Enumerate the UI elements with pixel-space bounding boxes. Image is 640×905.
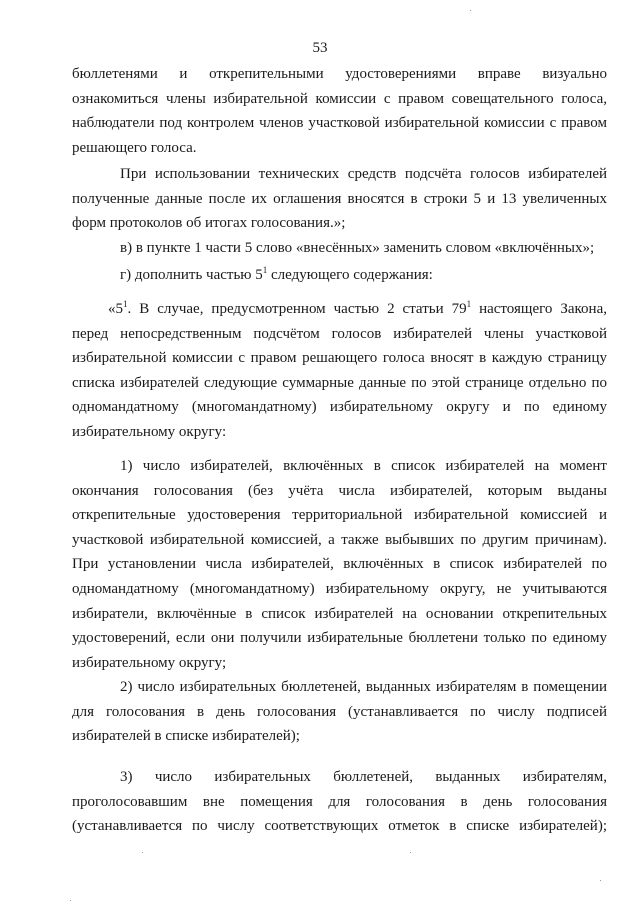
page-number: 53 bbox=[312, 40, 328, 56]
superscript: 1 bbox=[466, 299, 472, 309]
text-line: участковой избирательной комиссией, а также выбывших по другим причинам). bbox=[72, 531, 607, 548]
paragraph bbox=[72, 675, 607, 749]
paragraph bbox=[72, 765, 607, 839]
paragraph bbox=[72, 297, 607, 445]
text-line bbox=[72, 297, 607, 322]
text-fragment: «5 bbox=[108, 301, 123, 317]
text-line: избирательной комиссии с правом решающего голоса вносят в каждую страницу bbox=[72, 350, 607, 367]
paragraph bbox=[72, 454, 607, 675]
text-line: решающего голоса. bbox=[72, 139, 197, 156]
text-line: 1) число избирателей, включённых в список избирателей на момент bbox=[120, 458, 607, 474]
text-line: одномандатному (многомандатному) избирательному округу, не учитываются bbox=[72, 580, 607, 597]
scan-speck bbox=[142, 852, 143, 853]
text-line: 3) число избирательных бюллетеней, выданных избирателям, bbox=[120, 769, 607, 785]
scan-speck bbox=[600, 880, 601, 881]
text-line bbox=[72, 263, 607, 288]
text-line: наблюдатели под контролем членов участковой избирательной комиссии с правом bbox=[72, 115, 607, 132]
text-line: ознакомиться члены избирательной комиссии с правом совещательного голоса, bbox=[72, 90, 607, 107]
text-line: полученные данные после их оглашения вносятся в строки 5 и 13 увеличенных bbox=[72, 190, 607, 207]
text-fragment: настоящего Закона, bbox=[471, 301, 607, 317]
text-line: бюллетенями и открепительными удостоверениями вправе визуально bbox=[72, 66, 607, 82]
text-line: 2) число избирательных бюллетеней, выданных избирателям в помещении bbox=[120, 679, 607, 695]
scan-speck bbox=[470, 10, 471, 11]
text-line: избирательному округу; bbox=[72, 654, 227, 671]
text-line: проголосовавшим вне помещения для голосования в день голосования bbox=[72, 793, 607, 810]
paragraph bbox=[72, 236, 607, 261]
text-line: При установлении числа избирателей, включённых в список избирателей по bbox=[72, 556, 607, 573]
scan-speck bbox=[70, 900, 71, 901]
text-line: избирательному округу: bbox=[72, 423, 227, 440]
scan-speck bbox=[410, 852, 411, 853]
superscript: 1 bbox=[123, 299, 128, 309]
text-fragment: г) дополнить частью 5 bbox=[120, 267, 263, 283]
text-line: окончания голосования (без учёта числа избирателей, которым выданы bbox=[72, 482, 607, 499]
text-line: перед непосредственным подсчётом голосов избирателей члены участковой bbox=[72, 325, 607, 342]
text-line: (устанавливается по числу соответствующих отметок в списке избирателей); bbox=[72, 818, 607, 835]
text-fragment: следующего содержания: bbox=[267, 267, 433, 283]
paragraph bbox=[72, 263, 607, 288]
text-line: списка избирателей следующие суммарные данные по этой странице отдельно по bbox=[72, 374, 607, 391]
text-line: в) в пункте 1 части 5 слово «внесённых» заменить словом «включённых»; bbox=[120, 240, 595, 256]
text-line: При использовании технических средств подсчёта голосов избирателей bbox=[120, 166, 607, 182]
text-line: избирателей в списке избирателей); bbox=[72, 728, 300, 745]
superscript: 1 bbox=[262, 265, 268, 275]
text-line: форм протоколов об итогах голосования.»; bbox=[72, 215, 346, 232]
text-line: открепительные удостоверения территориальной избирательной комиссией и bbox=[72, 507, 607, 524]
text-line: для голосования в день голосования (устанавливается по числу подписей bbox=[72, 703, 607, 720]
paragraph bbox=[72, 162, 607, 236]
paragraph bbox=[72, 62, 607, 160]
text-line: удостоверений, если они получили избирательные бюллетени только по единому bbox=[72, 630, 607, 647]
text-line: избиратели, включённые в список избирателей на основании открепительных bbox=[72, 605, 607, 622]
text-line: одномандатному (многомандатному) избирательному округу и по единому bbox=[72, 399, 607, 416]
text-fragment: . В случае, предусмотренном частью 2 статьи 79 bbox=[127, 301, 467, 317]
